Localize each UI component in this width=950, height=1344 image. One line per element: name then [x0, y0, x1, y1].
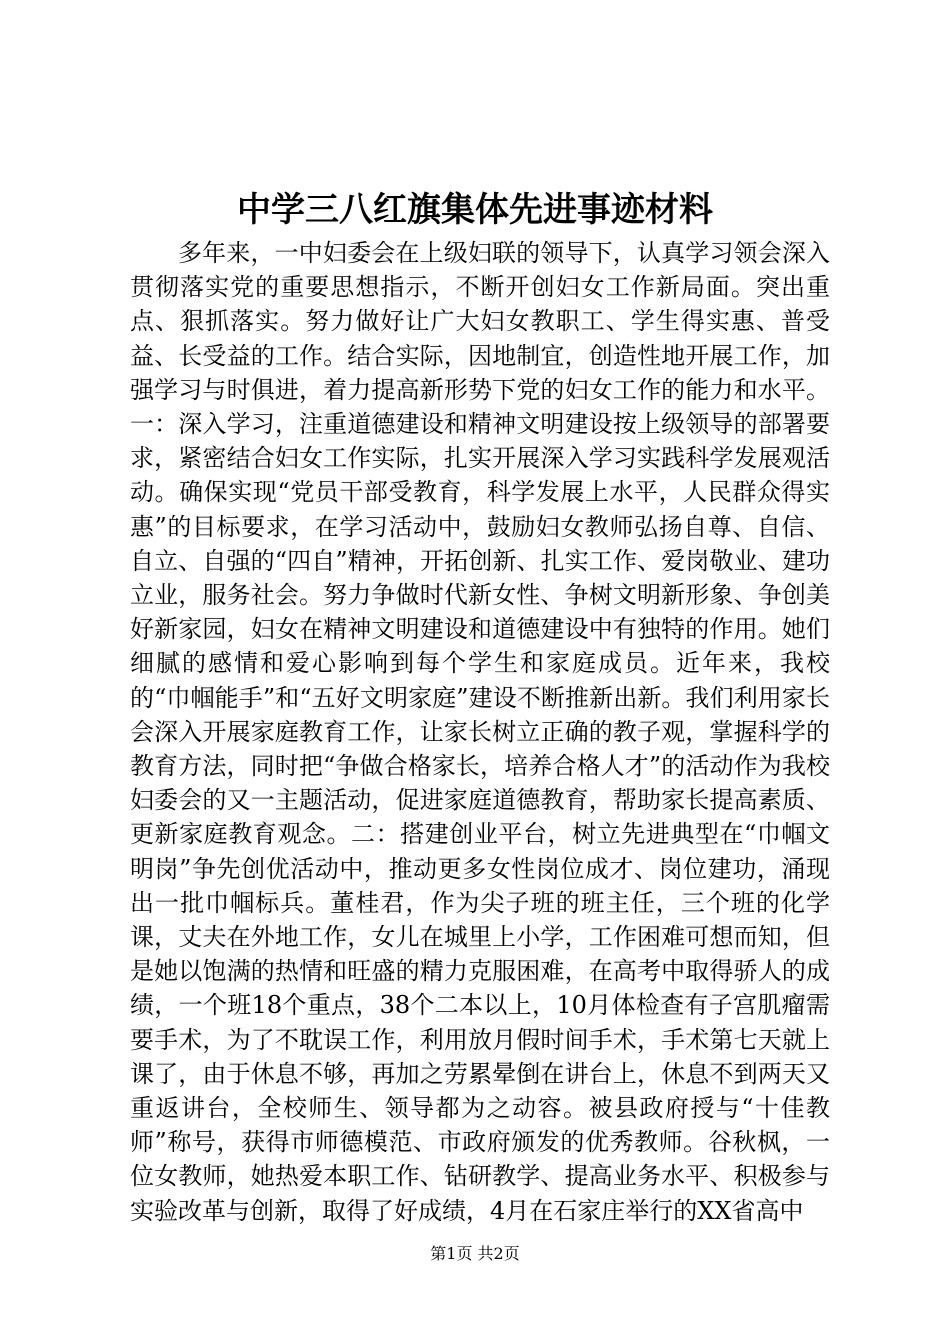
- page-number-footer: 第1页 共2页: [430, 1244, 520, 1263]
- document-title: 中学三八红旗集体先进事迹材料: [237, 190, 713, 230]
- document-body-paragraph: 多年来，一中妇委会在上级妇联的领导下，认真学习领会深入贯彻落实党的重要思想指示，不断开创妇女工作新局面。突出重点、狠抓落实。努力做好让广大妇女教职工、学生得实惠、普受益、长受益的工作。结合实际，因地制宜，创造性地开展工作，加强学习与时俱进，着力提高新形势下党的妇女工作的能力和水平。一：深入学习，注重道德建设和精神文明建设按上级领导的部署要求，紧密结合妇女工作实际，扎实开展深入学习实践科学发展观活动。确保实现“党员干部受教育，科学发展上水平，人民群众得实惠”的目标要求，在学习活动中，鼓励妇女教师弘扬自尊、自信、自立、自强的“四自”精神，开拓创新、扎实工作、爱岗敬业、建功立业，服务社会。努力争做时代新女性、争树文明新形象、争创美好新家园，妇女在精神文明建设和道德建设中有独特的作用。她们细腻的感情和爱心影响到每个学生和家庭成员。近年来，我校的“巾帼能手”和“五好文明家庭”建设不断推新出新。我们利用家长会深入开展家庭教育工作，让家长树立正确的教子观，掌握科学的教育方法，同时把“争做合格家长，培养合格人才”的活动作为我校妇委会的又一主题活动，促进家庭道德教育，帮助家长提高素质、更新家庭教育观念。二：搭建创业平台，树立先进典型在“巾帼文明岗”争先创优活动中，推动更多女性岗位成才、岗位建功，涌现出一批巾帼标兵。董桂君，作为尖子班的班主任，三个班的化学课，丈夫在外地工作，女儿在城里上小学，工作困难可想而知，但是她以饱满的热情和旺盛的精力克服困难，在高考中取得骄人的成绩，一个班18个重点，38个二本以上，10月体检查有子宫肌瘤需要手术，为了不耽误工作，利用放月假时间手术，手术第七天就上课了，由于休息不够，再加之劳累晕倒在讲台上，休息不到两天又重返讲台，全校师生、领导都为之动容。被县政府授与“十佳教师”称号，获得市师德模范、市政府颁发的优秀教师。谷秋枫，一位女教师，她热爱本职工作、钻研教学、提高业务水平、积极参与实验改革与创新，取得了好成绩，4月在石家庄举行的XX省高中: [130, 239, 830, 1225]
